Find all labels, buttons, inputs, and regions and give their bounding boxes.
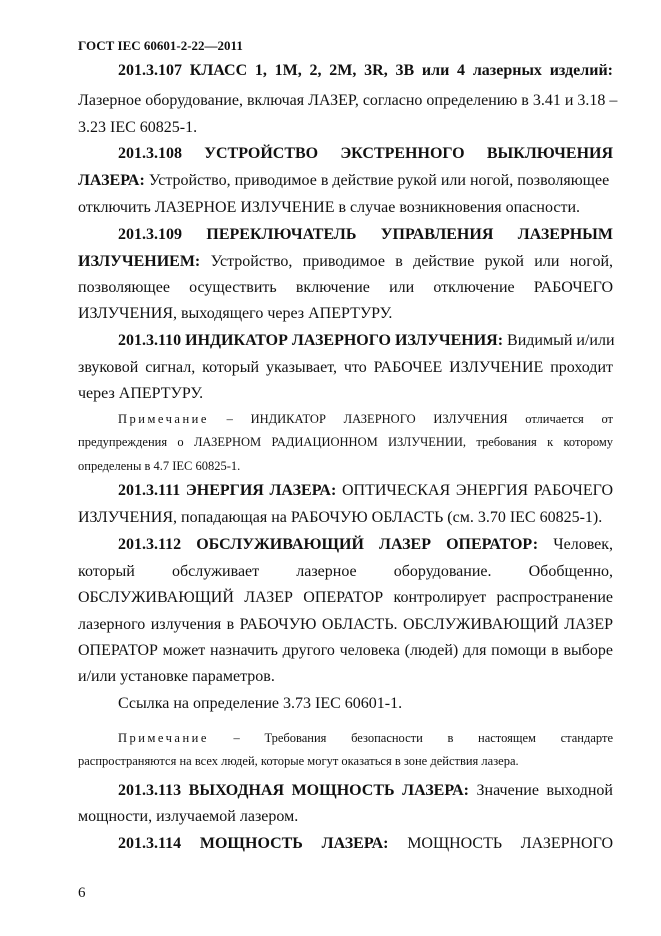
entry-112-note-line-2: распространяются на всех людей, которые могут оказаться в зоне действия лазера. [78,754,519,768]
entry-114-term-line [118,835,613,853]
entry-108-term-end: ЛАЗЕРА: [78,172,145,189]
entry-109-term-word-2: УПРАВЛЕНИЯ [380,226,494,243]
entry-113-definition-line-2: мощности, излучаемой лазером. [78,808,299,825]
entry-114-number: 201.3.114 [118,835,182,852]
entry-107-definition-line-2: 3.23 IEC 60825-1. [78,119,198,136]
entry-111-term-line [118,482,613,500]
entry-114-term-word-2: ЛАЗЕРА: [321,835,389,852]
entry-112-note-label: Примечание [118,731,209,745]
entry-108-term-line [118,145,613,163]
entry-112-number: 201.3.112 [118,536,182,553]
entry-112-definition-line-5: ОПЕРАТОР может назначить другого человека (людей) для помощи в выборе [78,642,613,659]
entry-110-note-line-1 [118,412,613,427]
entry-108-definition-line-2: отключить ЛАЗЕРНОЕ ИЗЛУЧЕНИЕ в случае возникновения опасности. [78,199,581,216]
entry-112-term-word-3: ОПЕРАТОР: [446,536,539,553]
entry-113-definition-start: Значение выходной [476,782,613,799]
entry-108-definition-line-1 [78,172,613,190]
entry-109-term-word-1: ПЕРЕКЛЮЧАТЕЛЬ [206,226,357,243]
entry-111-term: 201.3.111 ЭНЕРГИЯ ЛАЗЕРА: [118,482,337,499]
entry-109-definition-line-3: ИЗЛУЧЕНИЯ, выходящего через АПЕРТУРУ. [78,305,393,322]
entry-109-definition-text: Устройство, приводимое в действие рукой или ногой, [210,253,614,270]
entry-107-term: 201.3.107 КЛАСС 1, 1M, 2, 2M, 3R, 3B или 4 лазерных изделий: [118,62,613,79]
entry-109-term-end: ИЗЛУЧЕНИЕМ: [78,253,201,270]
entry-110-note-line-2: предупреждения о ЛАЗЕРНОМ РАДИАЦИОННОМ ИЗЛУЧЕНИИ, требования к которому [78,435,613,449]
entry-110-definition-line-3: через АПЕРТУРУ. [78,385,204,402]
entry-113-term-line [118,782,613,800]
entry-110-definition-start: Видимый и/или [507,332,615,349]
entry-109-definition-line-1 [78,253,613,271]
entry-112-term-word-2: ЛАЗЕР [379,536,431,553]
entry-109-definition-line-2: позволяющее осуществить включение или отключение РАБОЧЕГО [78,279,613,296]
entry-110-note-text: – ИНДИКАТОР ЛАЗЕРНОГО ИЗЛУЧЕНИЯ отличается от [226,412,614,426]
entry-108-term-word-1: УСТРОЙСТВО [204,145,319,162]
document-header-code: ГОСТ IEC 60601-2-22—2011 [78,38,243,53]
entry-112-definition-start: Человек, [553,536,614,553]
entry-110-note-line-3: определены в 4.7 IEC 60825-1. [78,459,241,473]
entry-112-definition-line-4: лазерного излучения в РАБОЧУЮ ОБЛАСТЬ. ОБСЛУЖИВАЮЩИЙ ЛАЗЕР [78,616,613,633]
entry-114-definition-start: МОЩНОСТЬ ЛАЗЕРНОГО [407,835,614,852]
entry-110-term: 201.3.110 ИНДИКАТОР ЛАЗЕРНОГО ИЗЛУЧЕНИЯ: [118,332,504,349]
entry-112-term-word-1: ОБСЛУЖИВАЮЩИЙ [196,536,364,553]
page-number: 6 [78,885,86,901]
entry-113-term: 201.3.113 ВЫХОДНАЯ МОЩНОСТЬ ЛАЗЕРА: [118,782,469,799]
entry-108-term-word-3: ВЫКЛЮЧЕНИЯ [486,145,614,162]
entry-107-definition-line-1: Лазерное оборудование, включая ЛАЗЕР, согласно определению в 3.41 и 3.18 – [78,92,618,109]
entry-114-term-word-1: МОЩНОСТЬ [199,835,303,852]
entry-109-term-line [118,226,613,244]
entry-109-number: 201.3.109 [118,226,182,243]
entry-112-definition-line-2: который обслуживает лазерное оборудование. Обобщенно, [78,563,613,580]
entry-112-definition-line-6: и/или установке параметров. [78,668,275,685]
entry-108-term-word-2: ЭКСТРЕННОГО [340,145,465,162]
entry-111-definition-start: ОПТИЧЕСКАЯ ЭНЕРГИЯ РАБОЧЕГО [341,482,613,499]
entry-112-definition-line-3: ОБСЛУЖИВАЮЩИЙ ЛАЗЕР ОПЕРАТОР контролирует распространение [78,589,613,606]
entry-110-term-line [118,332,613,350]
entry-112-note-line-1 [118,731,613,746]
entry-112-reference: Ссылка на определение 3.73 IEC 60601-1. [118,695,403,712]
entry-110-definition-line-2: звуковой сигнал, который указывает, что РАБОЧЕЕ ИЗЛУЧЕНИЕ проходит [78,359,613,376]
entry-109-term-word-3: ЛАЗЕРНЫМ [517,226,613,243]
entry-108-number: 201.3.108 [118,145,182,162]
entry-108-definition-text: Устройство, приводимое в действие рукой или ногой, позволяющее [148,172,610,189]
entry-110-note-label: Примечание [118,412,209,426]
entry-112-note-text: – Требования безопасности в настоящем стандарте [233,731,614,745]
entry-111-definition-line-2: ИЗЛУЧЕНИЯ, попадающая на РАБОЧУЮ ОБЛАСТЬ (см. 3.70 IEC 60825-1). [78,509,603,526]
entry-112-term-line [118,536,613,554]
